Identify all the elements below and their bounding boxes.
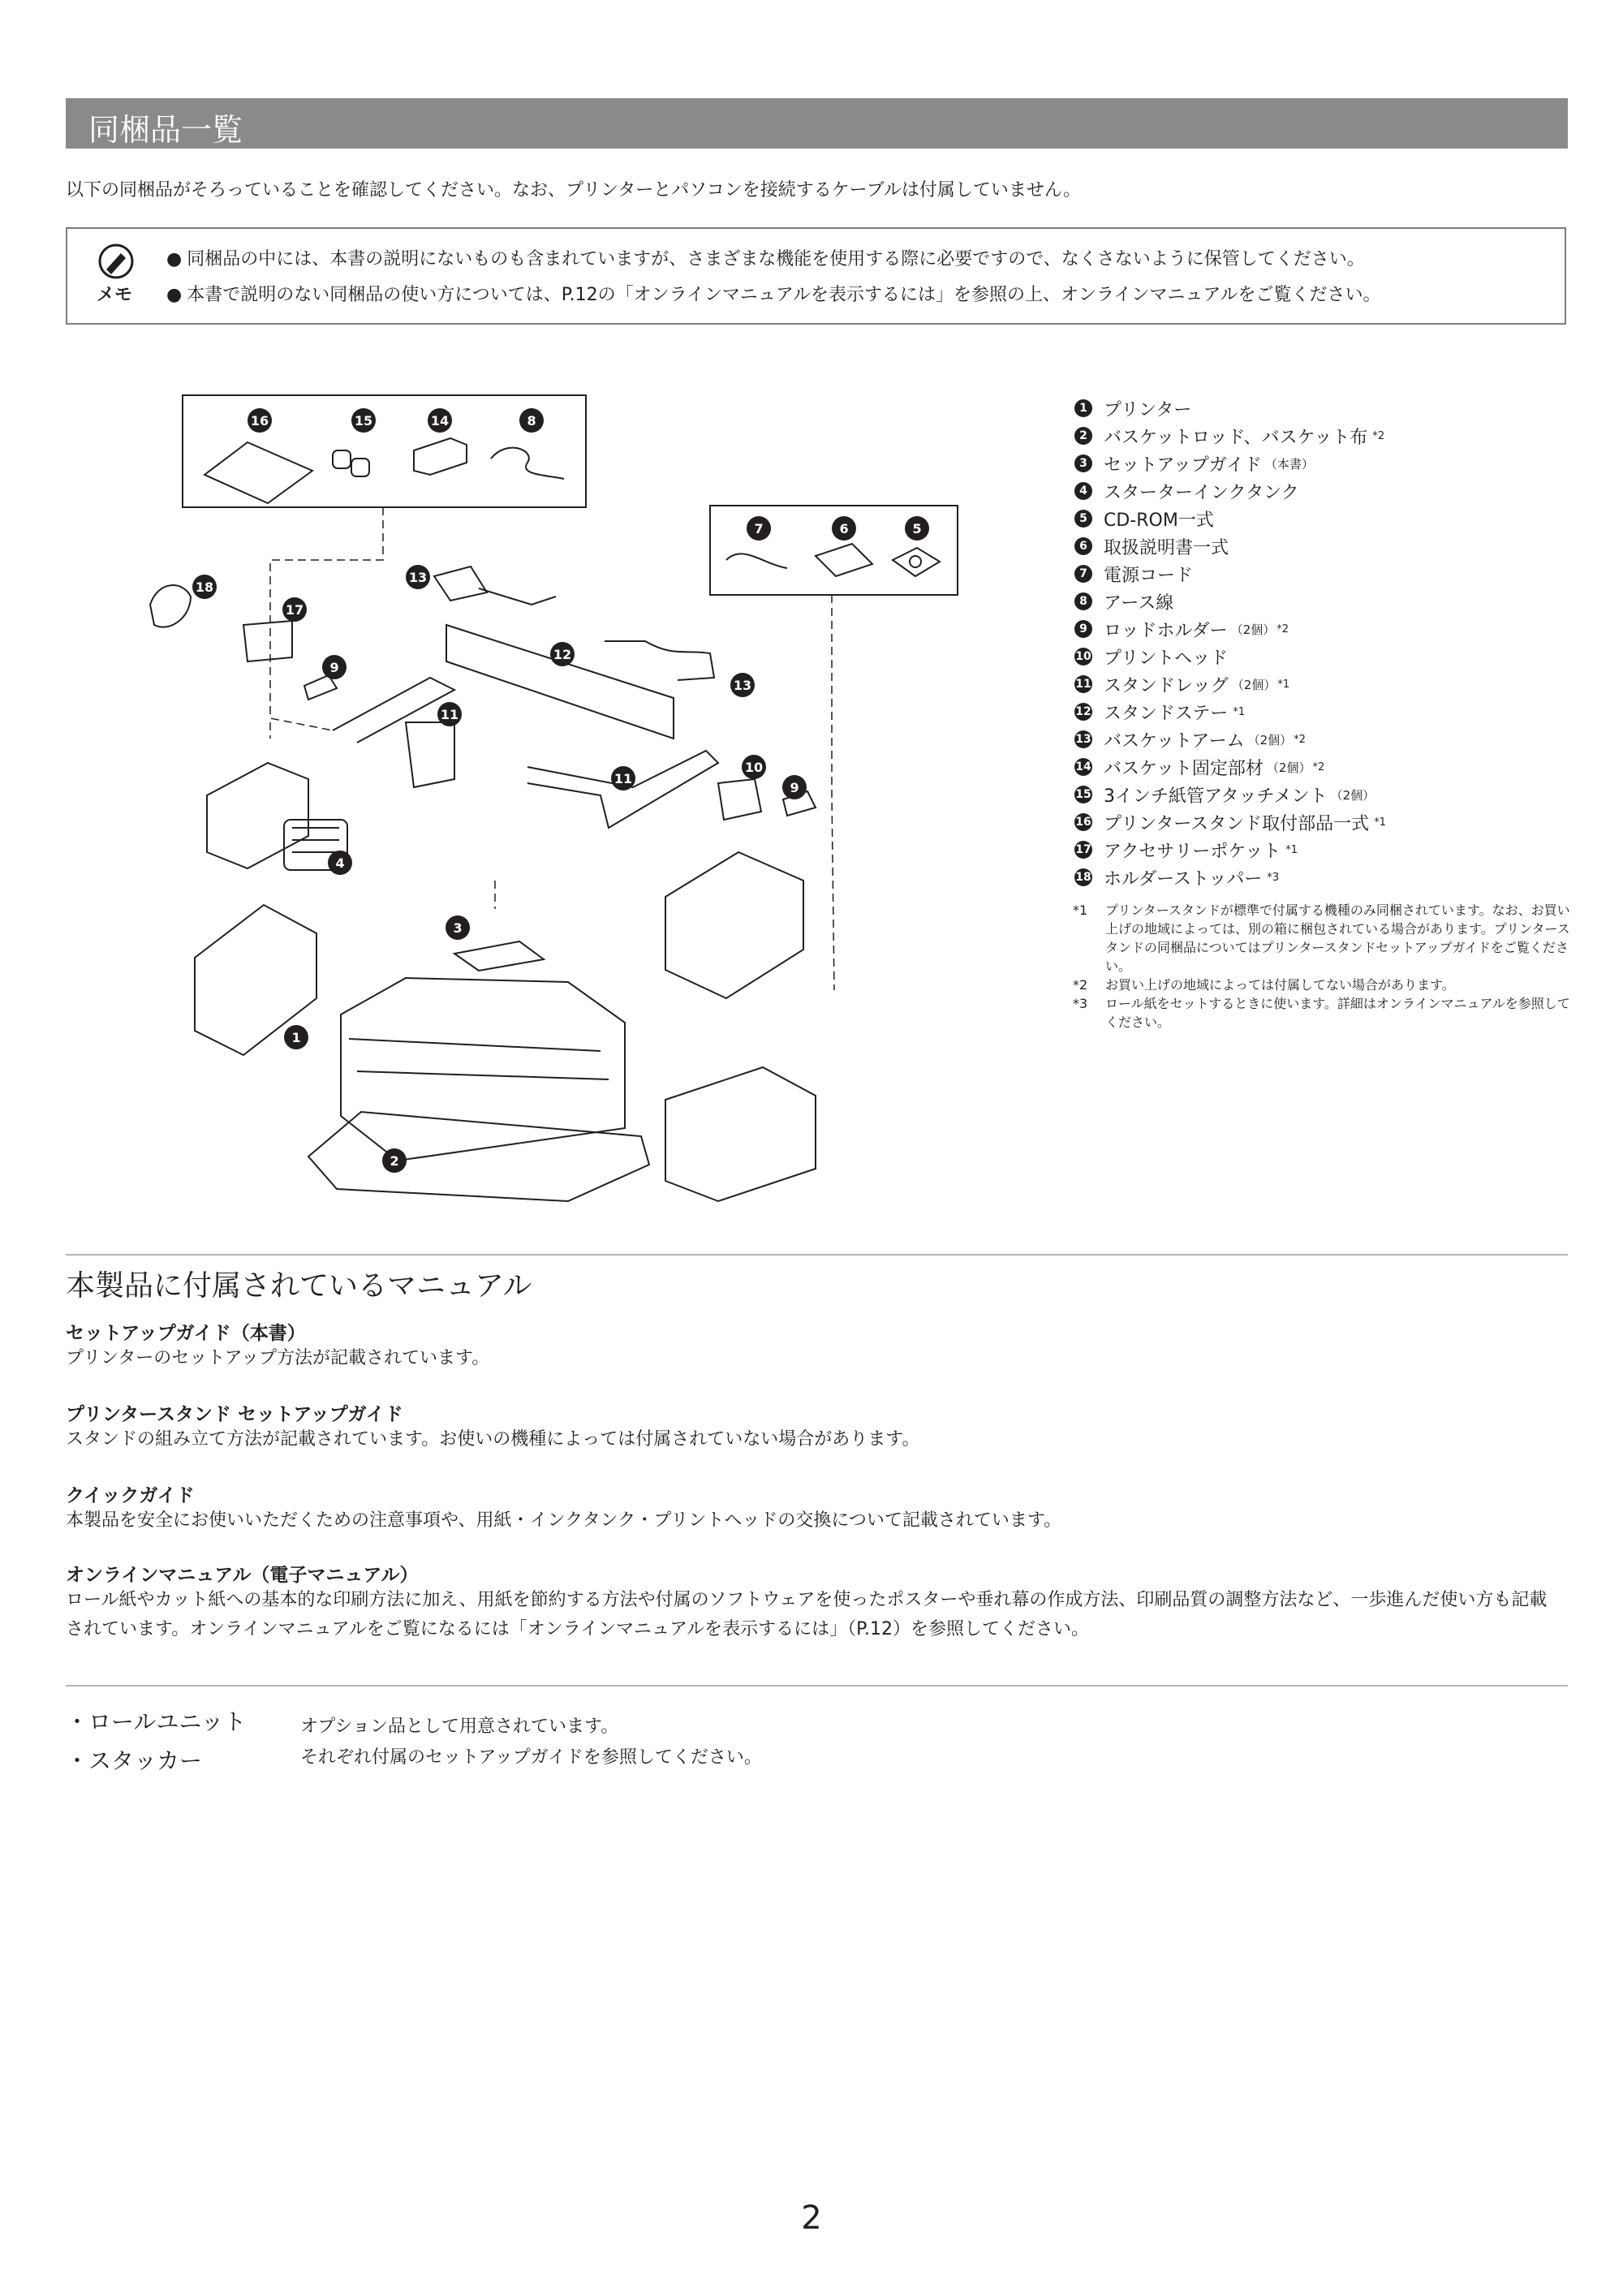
basket-fixing-part-shape: [414, 438, 467, 475]
section-header-bar: [66, 98, 1568, 149]
diagram-number-18: 18: [195, 579, 214, 595]
diagram-number-13: 13: [408, 570, 428, 585]
footnote: *2 お買い上げの地域によっては付属してない場合があります。: [1073, 977, 1455, 993]
part-row: 12 スタンドステー *1: [1075, 703, 1246, 724]
memo-line-1: ● 同梱品の中には、本書の説明にないものも含まれていますが、さまざまな機能を使用する際に必要ですので、なくさないように保管してください。: [166, 249, 1365, 269]
cd-rom-shape: [893, 548, 940, 576]
option-text: オプション品として用意されています。: [300, 1717, 619, 1737]
memo-bullet: ●: [166, 285, 183, 305]
diagram-number-14: 14: [430, 413, 450, 429]
part-row: 5 CD-ROM一式: [1074, 505, 1578, 532]
diagram-number-5: 5: [912, 521, 922, 536]
stand-leg-left-shape: [333, 678, 454, 743]
right-foam-shape: [665, 852, 803, 998]
part-row: 17 アクセサリーポケット *1: [1075, 841, 1298, 862]
diagram-number-2: 2: [390, 1153, 399, 1169]
manual-desc: 本製品を安全にお使いいただくための注意事項や、用紙・インクタンク・プリントヘッドの交換について記載されています。: [66, 1510, 1062, 1531]
part-row: 8 アース線: [1074, 588, 1578, 615]
diagram-number-13b: 13: [733, 678, 752, 693]
diagram-number-11b: 11: [613, 771, 633, 786]
diagram-number-7: 7: [754, 521, 764, 536]
intro-text: 以下の同梱品がそろっていることを確認してください。なお、プリンターとパソコンを接続するケーブルは付属していません。: [66, 180, 1082, 200]
diagram-number-6: 6: [839, 521, 849, 536]
divider: [66, 1685, 1568, 1686]
manual-desc: スタンドの組み立て方法が記載されています。お使いの機種によっては付属されていない場合があります。: [66, 1429, 920, 1450]
footnote: *1 プリンタースタンドが標準で付属する機種のみ同梱されています。なお、お買い上げの地域によっては、別の箱に梱包されている場合があります。プリンタースタンドの同梱品についてはプリンタースタンドセットアップガイドをご覧ください。: [1073, 902, 1570, 974]
footnotes: [1073, 901, 1576, 1032]
manual-title: セットアップガイド（本書）: [66, 1323, 306, 1344]
part-row: 6 取扱説明書一式: [1074, 532, 1578, 560]
footnote: *3 ロール紙をセットするときに使います。詳細はオンラインマニュアルを参照してください。: [1073, 996, 1570, 1030]
part-row: 16 プリンタースタンド取付部品一式 *1: [1075, 813, 1386, 834]
option-item-roll-unit: ・ロールユニット: [66, 1708, 247, 1735]
diagram-number-4: 4: [335, 855, 345, 871]
accessory-pocket-shape: [243, 621, 292, 661]
diagram-number-16: 16: [250, 413, 269, 429]
part-row: 14 バスケット固定部材 （2個） *2: [1075, 758, 1325, 779]
manuals-heading: 本製品に付属されているマニュアル: [66, 1269, 532, 1303]
ground-wire-shape: [491, 448, 564, 479]
basket-arm-right-shape: [605, 641, 714, 680]
diagram-number-3: 3: [453, 920, 463, 936]
diagram-number-10: 10: [744, 760, 764, 775]
part-row: 4 スターターインクタンク: [1074, 477, 1578, 505]
right-box-panel-shape: [665, 1067, 816, 1201]
package-contents-diagram: [146, 381, 1022, 1250]
manual-set-shape: [816, 544, 872, 576]
setup-guide-shape: [454, 941, 544, 971]
pencil-icon: [97, 242, 136, 281]
option-item-stacker: ・スタッカー: [66, 1747, 203, 1774]
manual-title: クイックガイド: [66, 1485, 195, 1506]
manual-desc: ロール紙やカット紙への基本的な印刷方法に加え、用紙を節約する方法や付属のソフトウェアを使ったポスターや垂れ幕の作成方法、印刷品質の調整方法など、一歩進んだ使い方も記載されています。オンラインマニュアルをご覧になるには「オンラインマニュアルを表示するには」（P.12）を参照してください。: [66, 1590, 1548, 1639]
part-row: 1 プリンター: [1074, 394, 1578, 422]
part-row: 18 ホルダーストッパー *3: [1075, 868, 1280, 890]
printer-shape: [341, 978, 625, 1161]
basket-arm-shape: [434, 566, 487, 601]
manual-title: オンラインマニュアル（電子マニュアル）: [66, 1565, 419, 1586]
divider: [66, 1254, 1568, 1256]
part-row: 3 セットアップガイド （本書）: [1074, 450, 1578, 477]
memo-bullet: ●: [166, 249, 183, 269]
option-text: それぞれ付属のセットアップガイドを参照してください。: [300, 1747, 762, 1768]
part-row: 13 バスケットアーム （2個） *2: [1075, 730, 1306, 752]
diagram-number-17: 17: [285, 602, 304, 618]
section-title: 同梱品一覧: [88, 112, 243, 148]
print-head-shape: [718, 779, 761, 820]
diagram-number-9: 9: [329, 660, 339, 675]
diagram-number-11: 11: [440, 707, 459, 722]
stand-parts-bag-shape: [204, 442, 312, 503]
part-row: 9 ロッドホルダー （2個） *2: [1074, 615, 1578, 643]
power-cord-shape: [726, 554, 787, 568]
part-row: 10 プリントヘッド: [1075, 648, 1229, 669]
diagram-number-15: 15: [354, 413, 373, 429]
memo-line-2: ● 本書で説明のない同梱品の使い方については、P.12の「オンラインマニュアルを表示するには」を参照の上、オンラインマニュアルをご覧ください。: [166, 285, 1381, 305]
diagram-number-8: 8: [527, 413, 536, 429]
part-row: 2 バスケットロッド、バスケット布 *2: [1074, 422, 1578, 450]
basket-tray-shape: [308, 1112, 649, 1201]
diagram-number-1: 1: [291, 1030, 301, 1045]
part-row: 11 スタンドレッグ （2個） *1: [1075, 675, 1290, 696]
manual-title: プリンタースタンド セットアップガイド: [66, 1404, 403, 1425]
diagram-number-9b: 9: [790, 780, 799, 795]
part-row: 7 電源コード: [1074, 560, 1578, 588]
page-number: 2: [801, 2199, 822, 2237]
holder-stopper-shape: [150, 585, 191, 627]
manual-desc: プリンターのセットアップ方法が記載されています。: [66, 1348, 490, 1368]
parts-list: [1074, 394, 1578, 891]
memo-label: メモ: [97, 285, 133, 305]
memo-box: [66, 227, 1566, 325]
diagram-number-12: 12: [553, 647, 572, 662]
part-row: 15 3インチ紙管アタッチメント （2個）: [1075, 786, 1375, 807]
paper-core-attachment-shape: [333, 450, 351, 468]
